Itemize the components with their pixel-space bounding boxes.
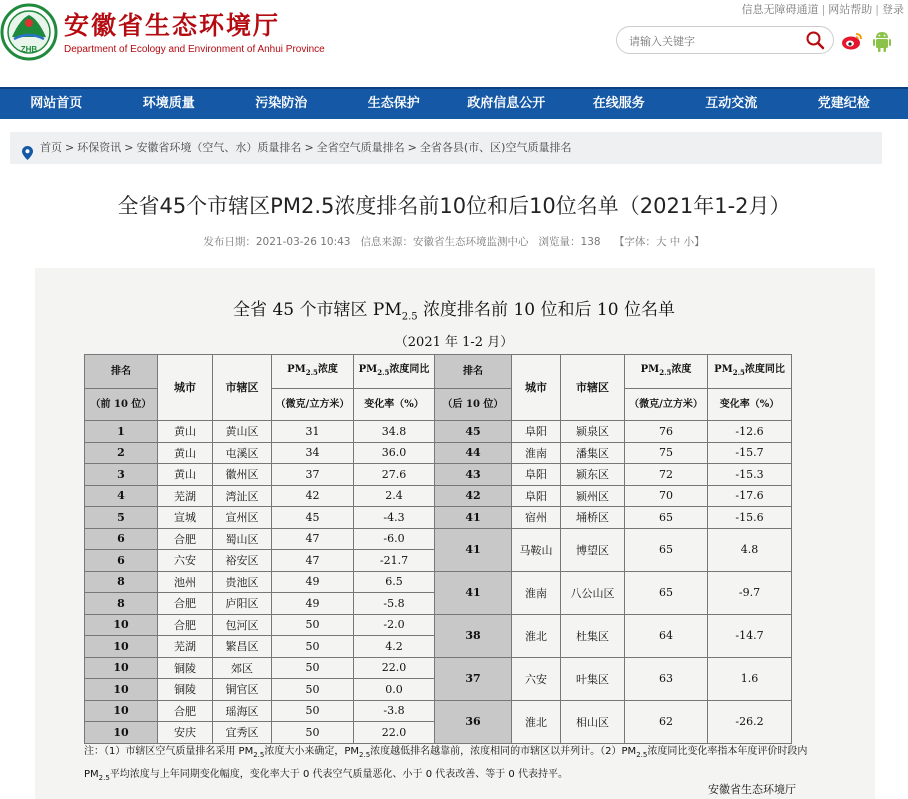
header-city-top: 城市	[158, 355, 213, 421]
rank-cell: 4	[85, 485, 158, 507]
change-cell: -14.7	[708, 614, 792, 657]
change-cell: 6.5	[354, 571, 435, 593]
change-cell: 1.6	[708, 657, 792, 700]
change-cell: -21.7	[354, 550, 435, 572]
view-count: 浏览量：138	[538, 236, 601, 248]
change-cell: 4.8	[708, 528, 792, 571]
header-rank-top-sub: （前 10 位）	[85, 389, 158, 421]
font-size-large[interactable]: 大	[655, 236, 667, 248]
change-cell: -2.0	[354, 614, 435, 636]
change-cell: -15.3	[708, 464, 792, 486]
rank-cell: 10	[85, 657, 158, 679]
change-cell: -3.8	[354, 700, 435, 722]
district-cell: 叶集区	[561, 657, 625, 700]
change-cell: -26.2	[708, 700, 792, 743]
district-cell: 相山区	[561, 700, 625, 743]
pm-cell: 50	[272, 679, 354, 701]
change-cell: 0.0	[354, 679, 435, 701]
rank-cell: 8	[85, 571, 158, 593]
district-cell: 庐阳区	[213, 593, 272, 615]
table-row	[85, 528, 792, 550]
city-cell: 安庆	[158, 722, 213, 744]
district-cell: 颍东区	[561, 464, 625, 486]
pm-cell: 50	[272, 657, 354, 679]
district-cell: 屯溪区	[213, 442, 272, 464]
header-chg-top: $PM_{2.5}$浓度同比	[354, 355, 435, 389]
city-cell: 铜陵	[158, 657, 213, 679]
rank-cell: 37	[435, 657, 512, 700]
header-district-top: 市辖区	[213, 355, 272, 421]
header-rank-top: 排名	[85, 355, 158, 389]
logo-text: ZHB	[20, 45, 38, 54]
district-cell: 湾沚区	[213, 485, 272, 507]
change-cell: 22.0	[354, 722, 435, 744]
city-cell: 宣城	[158, 507, 213, 529]
change-cell: -9.7	[708, 571, 792, 614]
change-cell: 36.0	[354, 442, 435, 464]
font-size-small[interactable]: 小	[683, 236, 695, 248]
city-cell: 六安	[512, 657, 561, 700]
city-cell: 铜陵	[158, 679, 213, 701]
city-cell: 池州	[158, 571, 213, 593]
district-cell: 八公山区	[561, 571, 625, 614]
pm-cell: 65	[625, 571, 708, 614]
city-cell: 黄山	[158, 421, 213, 443]
city-cell: 黄山	[158, 442, 213, 464]
rank-cell: 41	[435, 571, 512, 614]
table-row	[85, 507, 792, 529]
district-cell: 铜官区	[213, 679, 272, 701]
city-cell: 合肥	[158, 528, 213, 550]
change-cell: 4.2	[354, 636, 435, 658]
pm-cell: 70	[625, 485, 708, 507]
rank-cell: 5	[85, 507, 158, 529]
change-cell: 22.0	[354, 657, 435, 679]
header-rank-bottom: 排名	[435, 355, 512, 389]
city-cell: 芜湖	[158, 485, 213, 507]
table-row	[85, 464, 792, 486]
location-pin-icon	[22, 141, 33, 155]
city-cell: 阜阳	[512, 421, 561, 443]
search-input[interactable]	[627, 31, 801, 51]
change-cell: -4.3	[354, 507, 435, 529]
change-cell: -6.0	[354, 528, 435, 550]
header-pm-unit-bottom: （微克/立方米）	[625, 389, 708, 421]
top-link-accessibility[interactable]: 信息无障碍通道	[741, 3, 819, 16]
doc-title: 全省 45 个市辖区 $PM_{2.5}$ 浓度排名前 10 位和后 10 位名单	[233, 300, 675, 323]
pm-cell: 65	[625, 507, 708, 529]
district-cell: 徽州区	[213, 464, 272, 486]
rank-cell: 43	[435, 464, 512, 486]
header-pm-unit-top: （微克/立方米）	[272, 389, 354, 421]
breadcrumb-air-rank[interactable]: 全省空气质量排名	[316, 141, 405, 154]
top-link-help[interactable]: 网站帮助	[828, 3, 873, 16]
doc-note: 注：（1）市辖区空气质量排名采用 $PM_{2.5}$浓度大小来确定，$PM_{2.5}$浓度越低排名越靠前，浓度相同的市辖区以并列计。$(2)PM_{2.5}$浓度同比变化率指本年度评价时段内 $PM_{2.5}$平均浓度与上年同期变化幅度，变化率大于 0 代表空气质量恶化、小于 0 代表改善、等于 0 代表持平。	[84, 746, 808, 782]
city-cell: 淮北	[512, 614, 561, 657]
district-cell: 贵池区	[213, 571, 272, 593]
district-cell: 埇桥区	[561, 507, 625, 529]
change-cell: 2.4	[354, 485, 435, 507]
table-row	[85, 657, 792, 679]
header-chg-unit-bottom: 变化率（%）	[708, 389, 792, 421]
city-cell: 阜阳	[512, 464, 561, 486]
table-row	[85, 442, 792, 464]
top-links: 信息无障碍通道 | 网站帮助 | 登录	[741, 3, 904, 16]
rank-cell: 10	[85, 679, 158, 701]
header-pm-top: $PM_{2.5}$浓度	[272, 355, 354, 389]
pm-cell: 72	[625, 464, 708, 486]
change-cell: 34.8	[354, 421, 435, 443]
pm-cell: 47	[272, 528, 354, 550]
pm-cell: 31	[272, 421, 354, 443]
table-row	[85, 485, 792, 507]
rank-cell: 3	[85, 464, 158, 486]
table-row	[85, 571, 792, 593]
city-cell: 阜阳	[512, 485, 561, 507]
breadcrumb-home[interactable]: 首页	[40, 141, 62, 154]
doc-signature: 安徽省生态环境厅	[708, 783, 796, 796]
city-cell: 淮南	[512, 442, 561, 464]
rank-cell: 8	[85, 593, 158, 615]
city-cell: 淮北	[512, 700, 561, 743]
rank-cell: 1	[85, 421, 158, 443]
city-cell: 芜湖	[158, 636, 213, 658]
header-pm-bottom: $PM_{2.5}$浓度	[625, 355, 708, 389]
district-cell: 瑶海区	[213, 700, 272, 722]
pm-cell: 37	[272, 464, 354, 486]
android-icon[interactable]	[873, 30, 891, 52]
district-cell: 宜秀区	[213, 722, 272, 744]
rank-cell: 36	[435, 700, 512, 743]
publish-date: 发布日期：2021-03-26 10:43	[203, 236, 351, 248]
district-cell: 郊区	[213, 657, 272, 679]
pm-cell: 50	[272, 700, 354, 722]
logo[interactable]	[0, 3, 58, 61]
nav-item-env-quality[interactable]: 环境质量	[142, 96, 195, 111]
rank-cell: 10	[85, 614, 158, 636]
pm-cell: 62	[625, 700, 708, 743]
change-cell: -17.6	[708, 485, 792, 507]
pm-cell: 63	[625, 657, 708, 700]
district-cell: 潘集区	[561, 442, 625, 464]
district-cell: 包河区	[213, 614, 272, 636]
city-cell: 合肥	[158, 593, 213, 615]
table-row	[85, 421, 792, 443]
nav-item-online-service[interactable]: 在线服务	[592, 96, 645, 111]
rank-cell: 2	[85, 442, 158, 464]
city-cell: 淮南	[512, 571, 561, 614]
site-title: 安徽省生态环境厅	[64, 11, 281, 40]
info-source: 信息来源：安徽省生态环境监测中心	[360, 236, 529, 248]
rank-cell: 41	[435, 507, 512, 529]
district-cell: 博望区	[561, 528, 625, 571]
pm-cell: 42	[272, 485, 354, 507]
breadcrumb-news[interactable]: 环保资讯	[77, 141, 122, 154]
city-cell: 合肥	[158, 614, 213, 636]
article-meta	[0, 234, 908, 249]
table-row	[85, 614, 792, 636]
district-cell: 蜀山区	[213, 528, 272, 550]
search-icon[interactable]	[805, 30, 825, 50]
rank-cell: 38	[435, 614, 512, 657]
city-cell: 黄山	[158, 464, 213, 486]
nav-item-eco[interactable]: 生态保护	[367, 96, 420, 111]
rank-cell: 10	[85, 636, 158, 658]
breadcrumb: 首页 > 环保资讯 > 安徽省环境（空气、水）质量排名 > 全省空气质量排名 > 全省各县(市、区)空气质量排名	[10, 132, 882, 164]
rank-cell: 10	[85, 700, 158, 722]
search-box	[616, 26, 834, 54]
district-cell: 颍泉区	[561, 421, 625, 443]
header-city-bottom: 城市	[512, 355, 561, 421]
nav-item-party[interactable]: 党建纪检	[817, 96, 870, 111]
header-chg-bottom: $PM_{2.5}$浓度同比	[708, 355, 792, 389]
rank-cell: 42	[435, 485, 512, 507]
district-cell: 宣州区	[213, 507, 272, 529]
pm-cell: 49	[272, 571, 354, 593]
rank-cell: 44	[435, 442, 512, 464]
font-size-end: 】	[694, 236, 705, 248]
header-rank-bottom-sub: （后 10 位）	[435, 389, 512, 421]
city-cell: 马鞍山	[512, 528, 561, 571]
city-cell: 宿州	[512, 507, 561, 529]
change-cell: -15.6	[708, 507, 792, 529]
rank-cell: 45	[435, 421, 512, 443]
header-chg-unit-top: 变化率（%）	[354, 389, 435, 421]
city-cell: 六安	[158, 550, 213, 572]
district-cell: 颍州区	[561, 485, 625, 507]
pm-cell: 65	[625, 528, 708, 571]
district-cell: 裕安区	[213, 550, 272, 572]
doc-date: （2021 年 1-2 月）	[394, 335, 514, 350]
header-district-bottom: 市辖区	[561, 355, 625, 421]
table-row	[85, 700, 792, 722]
change-cell: -15.7	[708, 442, 792, 464]
rank-cell: 41	[435, 528, 512, 571]
pm-cell: 47	[272, 550, 354, 572]
nav-item-home[interactable]: 网站首页	[30, 96, 83, 111]
rank-cell: 6	[85, 528, 158, 550]
district-cell: 杜集区	[561, 614, 625, 657]
site-subtitle: Department of Ecology and Environment of Anhui Province	[64, 44, 325, 55]
nav-item-interaction[interactable]: 互动交流	[705, 96, 758, 111]
change-cell: 27.6	[354, 464, 435, 486]
nav-item-gov-info[interactable]: 政府信息公开	[467, 96, 546, 111]
pm-cell: 45	[272, 507, 354, 529]
breadcrumb-quality-rank[interactable]: 安徽省环境（空气、水）质量排名	[136, 141, 302, 154]
city-cell: 合肥	[158, 700, 213, 722]
ranking-table	[84, 354, 792, 744]
pm-cell: 50	[272, 636, 354, 658]
pm-cell: 34	[272, 442, 354, 464]
district-cell: 繁昌区	[213, 636, 272, 658]
pm-cell: 76	[625, 421, 708, 443]
district-cell: 黄山区	[213, 421, 272, 443]
change-cell: -5.8	[354, 593, 435, 615]
pm-cell: 75	[625, 442, 708, 464]
main-nav	[0, 87, 908, 119]
weibo-icon[interactable]	[841, 31, 863, 51]
pm-cell: 50	[272, 614, 354, 636]
article-title: 全省45个市辖区PM2.5浓度排名前10位和后10位名单（2021年1-2月）	[117, 194, 791, 218]
rank-cell: 6	[85, 550, 158, 572]
font-size-medium[interactable]: 中	[669, 236, 681, 248]
breadcrumb-county-rank[interactable]: 全省各县(市、区)空气质量排名	[419, 141, 572, 154]
pm-cell: 64	[625, 614, 708, 657]
pm-cell: 49	[272, 593, 354, 615]
header-row-1	[85, 355, 792, 389]
ranking-table-body	[85, 355, 792, 744]
top-link-login[interactable]: 登录	[882, 3, 904, 16]
nav-item-pollution[interactable]: 污染防治	[255, 96, 308, 111]
pm-cell: 50	[272, 722, 354, 744]
rank-cell: 10	[85, 722, 158, 744]
font-size-label: 【字体：	[613, 236, 656, 248]
change-cell: -12.6	[708, 421, 792, 443]
